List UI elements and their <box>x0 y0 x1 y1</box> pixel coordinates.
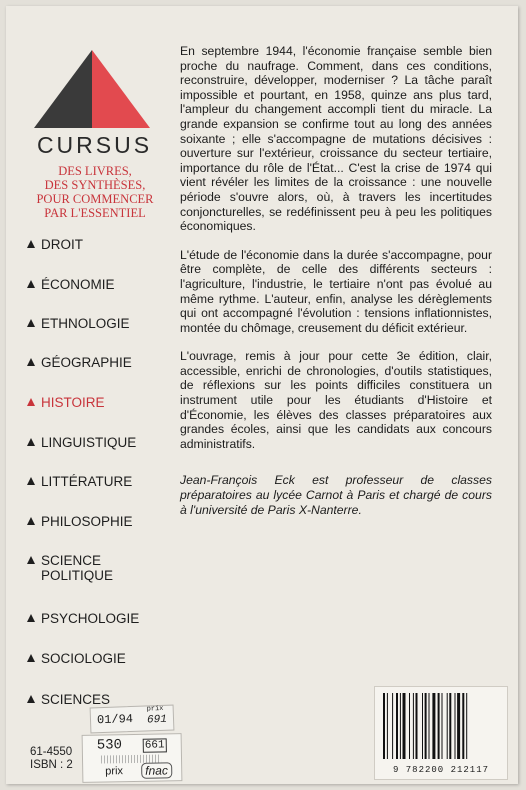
blurb-paragraph-1: En septembre 1944, l'économie française semble bien proche du naufrage. Comment, dans ces conditions, reconstruire, développer, moderniser ? La tâche paraît impossible et pourtant, en 1958, quinze ans plus tard, l'ampleur du changement accompli tient du miracle. La grande expansion se confirme tout au long des années soixante ; elle s'accompagne de mutations décisives : ouverture sur l'extérieur, croissance du secteur tertiaire, importance du rôle de l'État... C'est la crise de 1974 qui vient révéler les limites de la croissance : une nouvelle période s'ouvre alors, où, à travers les incertitudes conjoncturelles, se redéfinissent peu à peu les politiques économiques. <box>180 44 492 234</box>
subject-item-ethnologie <box>27 316 130 331</box>
subject-item-sciences <box>27 692 110 707</box>
subject-label: LINGUISTIQUE <box>41 435 137 450</box>
sticker-value-1: 530 <box>96 737 123 754</box>
subject-label: PHILOSOPHIE <box>41 514 133 529</box>
subject-label: SCIENCES <box>41 692 111 707</box>
subject-label: SCIENCE <box>41 553 102 568</box>
triangle-bullet-icon <box>27 477 35 485</box>
subject-label: GÉOGRAPHIE <box>41 355 132 370</box>
triangle-bullet-icon <box>27 438 35 446</box>
triangle-bullet-icon <box>27 358 35 366</box>
sticker-small-label: prix <box>146 704 164 714</box>
tagline-line: DES SYNTHÈSES, <box>44 178 146 192</box>
blurb-paragraph-3: L'ouvrage, remis à jour pour cette 3e édition, clair, accessible, enrichi de chronologies, d'outils statistiques, de réflexions sur les points difficiles constituera un instrument utile pour les étudiants d'Histoire et d'Économie, les élèves des classes préparatoires aux grandes écoles, ainsi que les candidats aux concours administratifs. <box>180 349 492 451</box>
subject-label: ETHNOLOGIE <box>41 316 130 331</box>
subject-item-linguistique <box>27 435 136 450</box>
triangle-bullet-icon <box>27 556 35 564</box>
subject-label-line2: POLITIQUE <box>41 568 114 583</box>
pyramid-logo-icon <box>32 48 152 130</box>
subject-label: DROIT <box>41 237 83 252</box>
subject-label: ÉCONOMIE <box>41 277 115 292</box>
triangle-bullet-icon <box>27 517 35 525</box>
subject-item-philosophie <box>27 514 133 529</box>
fnac-logo: fnac <box>141 762 172 779</box>
barcode <box>374 686 508 780</box>
sticker-handwritten-value: 691 <box>146 713 168 727</box>
isbn-label: ISBN : 2 <box>30 759 73 771</box>
triangle-bullet-icon <box>27 614 35 622</box>
subject-item-litterature <box>27 474 132 489</box>
tagline-line: PAR L'ESSENTIEL <box>44 206 146 220</box>
triangle-bullet-icon <box>27 240 35 248</box>
subject-item-droit <box>27 237 83 252</box>
subject-item-economie <box>27 277 115 292</box>
tagline-line: DES LIVRES, <box>58 164 132 178</box>
sticker-value-2: 661 <box>143 738 167 752</box>
blurb-text <box>180 44 492 531</box>
tagline-line: POUR COMMENCER <box>36 192 154 206</box>
reference-codes <box>30 746 73 772</box>
blurb-paragraph-2: L'étude de l'économie dans la durée s'accompagne, pour être complète, de celle des différents secteurs : l'agriculture, l'industrie, le tertiaire n'ont pas évolué au même rythme. L'auteur, enfin, analyse les dérèglements qui ont accompagné l'évolution : tensions inflationnistes, montée du chômage, creusement du déficit extérieur. <box>180 247 492 335</box>
subject-label: LITTÉRATURE <box>41 474 133 489</box>
triangle-bullet-icon <box>27 695 35 703</box>
triangle-bullet-icon <box>27 398 35 406</box>
catalog-code: 61-4550 <box>30 746 73 758</box>
subject-item-science-politique <box>27 553 113 583</box>
author-bio: Jean-François Eck est professeur de classes préparatoires au lycée Carnot à Paris et chargé de cours à l'université de Paris X-Nanterre. <box>180 473 492 517</box>
price-sticker-date <box>90 705 175 734</box>
subject-label: SOCIOLOGIE <box>41 651 126 666</box>
triangle-bullet-icon <box>27 654 35 662</box>
brand-tagline <box>20 164 170 220</box>
subject-label: PSYCHOLOGIE <box>41 611 140 626</box>
barcode-digits: 9 782200 212117 <box>392 765 489 775</box>
subject-label: HISTOIRE <box>41 395 105 410</box>
barcode-bars-icon <box>381 693 501 761</box>
triangle-bullet-icon <box>27 319 35 327</box>
brand-name: CURSUS <box>36 132 153 158</box>
subject-item-geographie <box>27 355 132 370</box>
subject-item-psychologie <box>27 611 139 626</box>
triangle-bullet-icon <box>27 280 35 288</box>
book-back-cover <box>6 6 518 784</box>
sticker-prix-label: prix <box>105 765 124 778</box>
subject-item-sociologie <box>27 651 126 666</box>
subject-item-histoire <box>27 395 105 410</box>
sticker-date-value: 01/94 <box>96 711 134 728</box>
price-sticker-fnac <box>82 733 183 783</box>
